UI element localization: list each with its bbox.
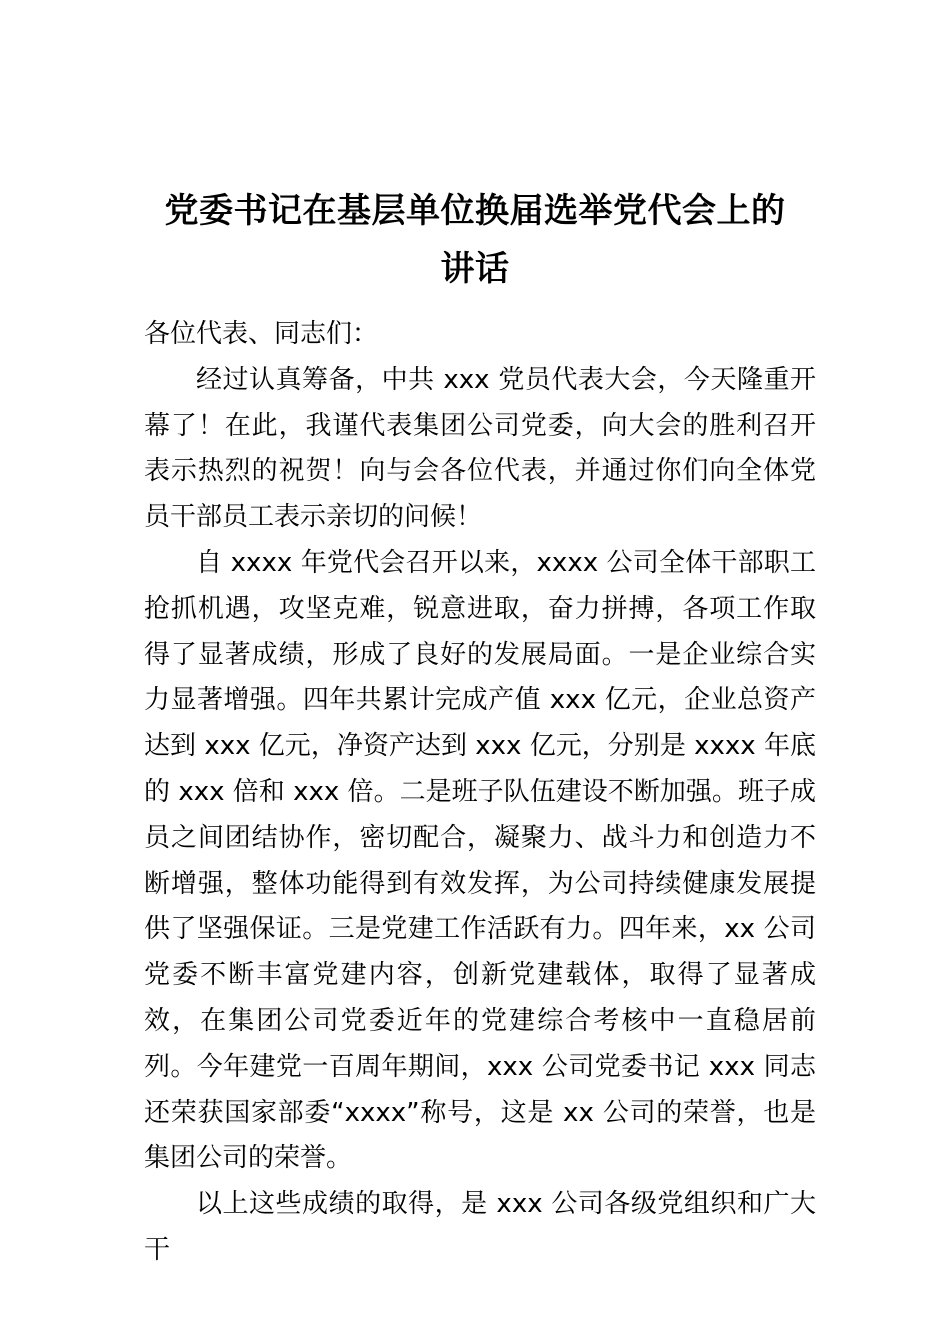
document-title: [140, 182, 810, 298]
greeting: 各位代表、同志们：: [144, 319, 379, 349]
paragraph-achievements: 自 xxxx 年党代会召开以来，xxxx 公司全体干部职工抢抓机遇，攻坚克难，锐意进取，奋力拼搏，各项工作取得了显著成绩，形成了良好的发展局面。一是企业综合实力显著增强。四年共累计完成产值 xxx 亿元，企业总资产达到 xxx 亿元，净资产达到 xxx 亿元，分别是 xxxx 年底的 xxx 倍和 xxx 倍。二是班子队伍建设不断加强。班子成员之间团结协作，密切配合，凝聚力、战斗力和创造力不断增强，整体功能得到有效发挥，为公司持续健康发展提供了坚强保证。三是党建工作活跃有力。四年来，xx 公司党委不断丰富党建内容，创新党建载体，取得了显著成效，在集团公司党委近年的党建综合考核中一直稳居前列。今年建党一百周年期间，xxx 公司党委书记 xxx 同志还荣获国家部委“xxxx”称号，这是 xx 公司的荣誉，也是集团公司的荣誉。: [144, 547, 816, 1174]
document-body: [144, 312, 816, 1274]
title-line-2: 讲话: [440, 249, 510, 289]
paragraph-opening: 经过认真筹备，中共 xxx 党员代表大会，今天隆重开幕了！在此，我谨代表集团公司党委，向大会的胜利召开表示热烈的祝贺！向与会各位代表，并通过你们向全体党员干部员工表示亲切的问候！: [144, 364, 816, 533]
title-line-1: 党委书记在基层单位换届选举党代会上的: [164, 191, 786, 231]
paragraph-acknowledgement: 以上这些成绩的取得，是 xxx 公司各级党组织和广大干: [144, 1189, 816, 1265]
